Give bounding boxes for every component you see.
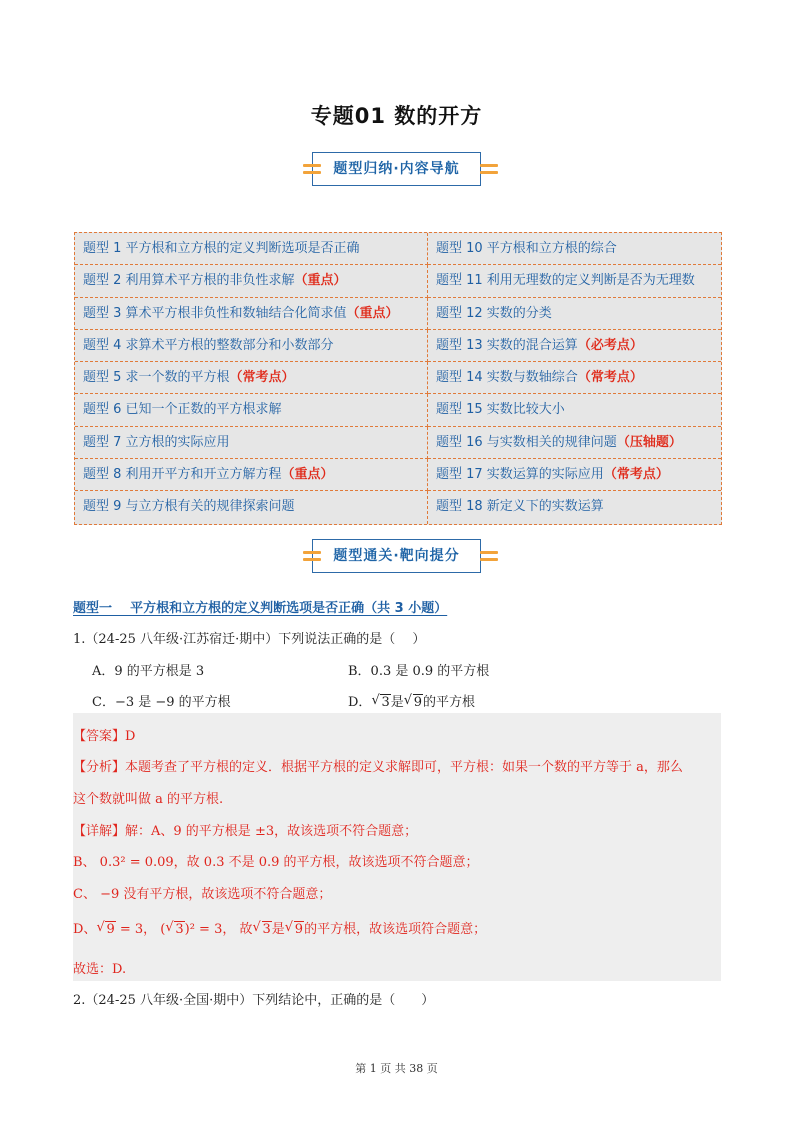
banner-decoration-icon: [480, 161, 494, 177]
analysis-label: 【分析】: [73, 760, 126, 775]
detail-line-d: D、√ 9 = 3， (√ 3)² = 3， 故√ 3是√ 9的平方根，故该选项符合题意；: [73, 918, 486, 937]
toc-item-label: 题型 6 已知一个正数的平方根求解: [83, 402, 282, 418]
toc-item-label: 题型 2 利用算术平方根的非负性求解: [83, 273, 295, 289]
analysis-line: [73, 756, 683, 775]
toc-item[interactable]: [428, 491, 721, 523]
detail-text: 解：A、9 的平方根是 ±3，故该选项不符合题意；: [125, 824, 418, 839]
toc-item[interactable]: [428, 362, 721, 394]
toc-item-label: 题型 8 利用开平方和开立方解方程: [83, 467, 282, 483]
toc-item[interactable]: [428, 298, 721, 330]
section-banner-practice: [0, 538, 793, 574]
toc-item-label: 题型 12 实数的分类: [436, 305, 552, 321]
toc-item[interactable]: [75, 362, 428, 394]
toc-item-label: 题型 9 与立方根有关的规律探索问题: [83, 499, 295, 515]
banner-title: 题型归纳·内容导航: [333, 161, 460, 177]
question-stem: 1.（24-25 八年级·江苏宿迁·期中）下列说法正确的是（ ）: [73, 632, 426, 647]
analysis-line-2: 这个数就叫做 a 的平方根.: [73, 792, 224, 807]
toc-item-tag: （常考点）: [577, 370, 643, 386]
toc-item[interactable]: [428, 330, 721, 362]
answer-value: D: [125, 729, 136, 744]
question-stem: 2.（24-25 八年级·全国·期中）下列结论中，正确的是（ ）: [73, 993, 435, 1008]
sqrt-expression: √ 3: [165, 922, 184, 937]
toc-item-tag: （重点）: [281, 467, 334, 483]
detail-label: 【详解】: [73, 824, 126, 839]
option-d: [348, 691, 475, 710]
banner-decoration-icon: [303, 161, 317, 177]
detail-line-b: B、 0.3² = 0.09，故 0.3 不是 0.9 的平方根，故该选项不符合题意；: [73, 855, 479, 870]
toc-item[interactable]: [75, 427, 428, 459]
analysis-text: 本题考查了平方根的定义．根据平方根的定义求解即可，平方根：如果一个数的平方等于 a，那么: [125, 760, 683, 775]
toc-item-label: 题型 1 平方根和立方根的定义判断选项是否正确: [83, 241, 360, 256]
toc-item-tag: （重点）: [294, 273, 347, 289]
banner-decoration-icon: [480, 548, 494, 564]
toc-item-tag: （重点）: [346, 305, 399, 321]
option-b: B．0.3 是 0.9 的平方根: [348, 664, 490, 679]
answer-block: [73, 713, 721, 981]
page-footer: 第 1 页 共 38 页: [355, 1062, 438, 1075]
sqrt-expression: √ 9: [96, 922, 115, 937]
toc-table: [74, 232, 722, 525]
sqrt-expression: √ 3: [371, 695, 390, 710]
toc-item-label: 题型 4 求算术平方根的整数部分和小数部分: [83, 337, 334, 353]
toc-item-tag: （常考点）: [603, 467, 669, 483]
toc-item[interactable]: [75, 459, 428, 491]
banner-decoration-icon: [303, 548, 317, 564]
toc-item-tag: （压轴题）: [616, 434, 682, 450]
toc-item-label: 题型 17 实数运算的实际应用: [436, 467, 604, 483]
toc-item[interactable]: [75, 394, 428, 426]
toc-item-label: 题型 5 求一个数的平方根: [83, 370, 230, 386]
conclusion-line: 故选：D.: [73, 962, 127, 977]
option-d-text: 的平方根: [423, 695, 476, 710]
toc-item[interactable]: [75, 233, 428, 265]
question-type-heading: 题型一 平方根和立方根的定义判断选项是否正确（共 3 小题）: [73, 601, 448, 616]
option-a: A．9 的平方根是 3: [92, 664, 205, 679]
toc-item-label: 题型 16 与实数相关的规律问题: [436, 434, 617, 450]
answer-label: 【答案】: [73, 729, 126, 744]
toc-item-label: 题型 11 利用无理数的定义判断是否为无理数: [436, 273, 695, 289]
toc-item[interactable]: [75, 298, 428, 330]
toc-item-label: 题型 18 新定义下的实数运算: [436, 499, 604, 515]
sqrt-expression: √ 9: [285, 922, 304, 937]
answer-line: [73, 725, 135, 744]
option-d-label: D．: [348, 695, 372, 710]
section-banner-navigation: [0, 151, 793, 187]
toc-item-label: 题型 14 实数与数轴综合: [436, 370, 578, 386]
toc-item[interactable]: [75, 491, 428, 523]
toc-item[interactable]: [75, 265, 428, 297]
toc-item-tag: （常考点）: [229, 370, 295, 386]
toc-item-label: 题型 13 实数的混合运算: [436, 337, 578, 353]
sqrt-expression: √ 3: [253, 922, 272, 937]
toc-item[interactable]: [428, 394, 721, 426]
toc-item[interactable]: [428, 427, 721, 459]
toc-item[interactable]: [428, 459, 721, 491]
detail-line-c: C、 −9 没有平方根，故该选项不符合题意；: [73, 887, 332, 902]
detail-line: [73, 820, 417, 839]
toc-item-label: 题型 15 实数比较大小: [436, 402, 565, 418]
toc-item-label: 题型 7 立方根的实际应用: [83, 434, 230, 450]
option-d-text: 是: [390, 695, 404, 710]
page-title: 专题01 数的开方: [310, 104, 483, 128]
toc-item-tag: （必考点）: [577, 337, 643, 353]
banner-title: 题型通关·靶向提分: [333, 548, 460, 564]
toc-item-label: 题型 3 算术平方根非负性和数轴结合化简求值: [83, 305, 347, 321]
toc-item-label: 题型 10 平方根和立方根的综合: [436, 241, 617, 256]
toc-item[interactable]: [428, 265, 721, 297]
sqrt-expression: √ 9: [404, 695, 423, 710]
toc-item[interactable]: [428, 233, 721, 265]
option-c: C．−3 是 −9 的平方根: [92, 695, 231, 710]
toc-item[interactable]: [75, 330, 428, 362]
